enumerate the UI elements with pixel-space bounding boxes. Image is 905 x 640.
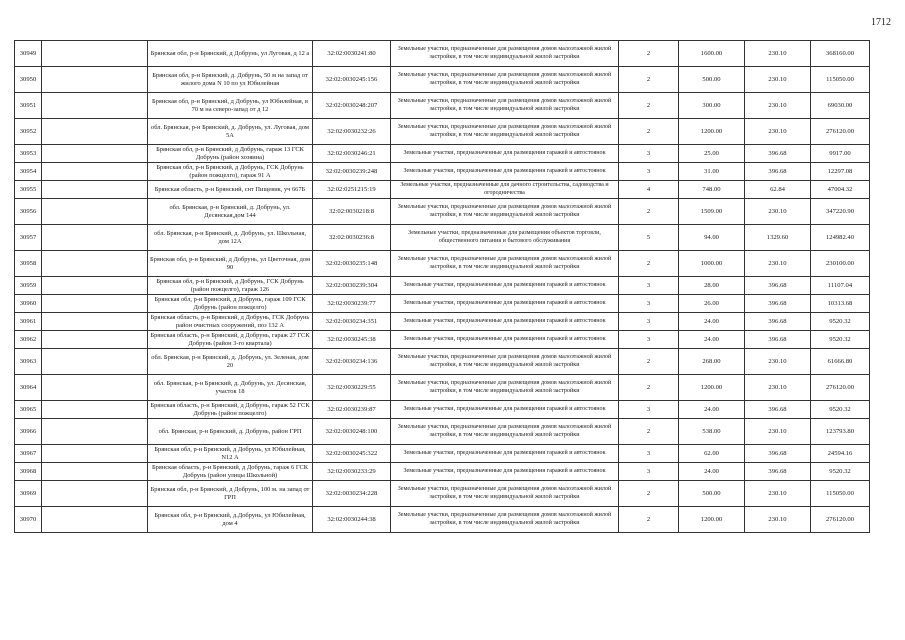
cadastral-value-cell: 9520.32: [811, 401, 870, 419]
cadastral-value-cell: 276120.00: [811, 119, 870, 145]
cadastral-number-cell: 32:02:0030245:156: [313, 67, 391, 93]
empty-cell: [42, 119, 148, 145]
cadastral-number-cell: 32:02:0030232:26: [313, 119, 391, 145]
address-cell: Брянская область, р-н Брянский, д Добрунь, гараж 52 ГСК Добрунь (район пожцелго): [148, 401, 313, 419]
cadastral-value-cell: 276120.00: [811, 507, 870, 533]
land-use-type-cell: Земельные участки, предназначенные для размещения гаражей и автостоянок: [391, 277, 619, 295]
rate-cell: 230.10: [745, 93, 811, 119]
rate-cell: 62.84: [745, 181, 811, 199]
area-cell: 1509.00: [679, 199, 745, 225]
row-number-cell: 30963: [15, 349, 42, 375]
row-number-cell: 30954: [15, 163, 42, 181]
address-cell: Брянская обл, р-н Брянский, д Добрунь, ул Цветочная, дом 90: [148, 251, 313, 277]
rate-cell: 230.10: [745, 119, 811, 145]
group-code-cell: 5: [619, 225, 679, 251]
cadastral-number-cell: 32:02:0030234:351: [313, 313, 391, 331]
address-cell: обл. Брянская, р-н Брянский, д. Добрунь, ул. Десянская,дом 144: [148, 199, 313, 225]
table-row: [15, 481, 870, 507]
rate-cell: 230.10: [745, 481, 811, 507]
cadastral-number-cell: 32:02:0030244:38: [313, 507, 391, 533]
cadastral-value-cell: 69030.00: [811, 93, 870, 119]
rate-cell: 230.10: [745, 67, 811, 93]
cadastral-number-cell: 32:02:0030236:8: [313, 225, 391, 251]
group-code-cell: 2: [619, 119, 679, 145]
empty-cell: [42, 313, 148, 331]
area-cell: 24.00: [679, 331, 745, 349]
land-use-type-cell: Земельные участки, предназначенные для размещения гаражей и автостоянок: [391, 463, 619, 481]
land-registry-table: [14, 40, 870, 533]
row-number-cell: 30959: [15, 277, 42, 295]
empty-cell: [42, 349, 148, 375]
address-cell: обл. Брянская, р-н Брянский, д. Добрунь, район ГРП: [148, 419, 313, 445]
address-cell: Брянская область, р-н Брянский, снт Пищевик, уч 667Б: [148, 181, 313, 199]
rate-cell: 230.10: [745, 251, 811, 277]
group-code-cell: 3: [619, 463, 679, 481]
cadastral-value-cell: 124982.40: [811, 225, 870, 251]
empty-cell: [42, 445, 148, 463]
group-code-cell: 3: [619, 401, 679, 419]
rate-cell: 396.68: [745, 401, 811, 419]
area-cell: 268.00: [679, 349, 745, 375]
cadastral-value-cell: 115050.00: [811, 481, 870, 507]
row-number-cell: 30950: [15, 67, 42, 93]
table-row: [15, 375, 870, 401]
cadastral-value-cell: 276120.00: [811, 375, 870, 401]
address-cell: Брянская обл, р-н Брянский, д Добрунь, ул Луговая, д 12 а: [148, 41, 313, 67]
rate-cell: 396.68: [745, 163, 811, 181]
land-use-type-cell: Земельные участки, предназначенные для размещения гаражей и автостоянок: [391, 401, 619, 419]
cadastral-number-cell: 32:02:0030239:304: [313, 277, 391, 295]
group-code-cell: 2: [619, 375, 679, 401]
group-code-cell: 2: [619, 251, 679, 277]
table-row: [15, 349, 870, 375]
cadastral-number-cell: 32:02:0030246:21: [313, 145, 391, 163]
land-use-type-cell: Земельные участки, предназначенные для размещения домов малоэтажной жилой застройки, в том числе индивидуальной жилой застройки: [391, 67, 619, 93]
area-cell: 300.00: [679, 93, 745, 119]
row-number-cell: 30966: [15, 419, 42, 445]
group-code-cell: 4: [619, 181, 679, 199]
address-cell: Брянская обл, р-н Брянский, д Добрунь, ул Юбилейная, N12 А: [148, 445, 313, 463]
cadastral-number-cell: 32:02:0030248:207: [313, 93, 391, 119]
empty-cell: [42, 41, 148, 67]
table-row: [15, 145, 870, 163]
table-row: [15, 463, 870, 481]
area-cell: 500.00: [679, 67, 745, 93]
group-code-cell: 2: [619, 67, 679, 93]
empty-cell: [42, 93, 148, 119]
land-use-type-cell: Земельные участки, предназначенные для размещения домов малоэтажной жилой застройки, в том числе индивидуальной жилой застройки: [391, 481, 619, 507]
cadastral-number-cell: 32:02:0030234:136: [313, 349, 391, 375]
row-number-cell: 30960: [15, 295, 42, 313]
address-cell: Брянская обл, р-н Брянский, д. Добрунь, 50 м на запад от жилого дома N 10 по ул Юбилейная: [148, 67, 313, 93]
land-use-type-cell: Земельные участки, предназначенные для размещения домов малоэтажной жилой застройки, в том числе индивидуальной жилой застройки: [391, 251, 619, 277]
table-row: [15, 419, 870, 445]
address-cell: Брянская обл, р-н Брянский, д Добрунь, ГСК Добрунь (район пожцелго), гараж 91 А: [148, 163, 313, 181]
area-cell: 26.00: [679, 295, 745, 313]
group-code-cell: 2: [619, 349, 679, 375]
cadastral-value-cell: 9520.32: [811, 463, 870, 481]
cadastral-number-cell: 32:02:0030241:80: [313, 41, 391, 67]
table-row: [15, 331, 870, 349]
area-cell: 62.00: [679, 445, 745, 463]
cadastral-number-cell: 32:02:0030245:322: [313, 445, 391, 463]
cadastral-number-cell: 32:02:0030235:148: [313, 251, 391, 277]
row-number-cell: 30957: [15, 225, 42, 251]
land-use-type-cell: Земельные участки, предназначенные для размещения домов малоэтажной жилой застройки, в том числе индивидуальной жилой застройки: [391, 349, 619, 375]
row-number-cell: 30962: [15, 331, 42, 349]
table-row: [15, 163, 870, 181]
land-use-type-cell: Земельные участки, предназначенные для размещения гаражей и автостоянок: [391, 331, 619, 349]
row-number-cell: 30970: [15, 507, 42, 533]
area-cell: 1600.00: [679, 41, 745, 67]
address-cell: обл. Брянская, р-н Брянский, д. Добрунь, ул. Луговая, дом 5А: [148, 119, 313, 145]
row-number-cell: 30955: [15, 181, 42, 199]
address-cell: обл. Брянская, р-н Брянский, д. Добрунь, ул. Школьная, дом 12А: [148, 225, 313, 251]
cadastral-number-cell: 32:02:0030239:87: [313, 401, 391, 419]
row-number-cell: 30964: [15, 375, 42, 401]
land-use-type-cell: Земельные участки, предназначенные для размещения гаражей и автостоянок: [391, 313, 619, 331]
rate-cell: 396.68: [745, 277, 811, 295]
empty-cell: [42, 199, 148, 225]
empty-cell: [42, 145, 148, 163]
empty-cell: [42, 375, 148, 401]
rate-cell: 230.10: [745, 419, 811, 445]
row-number-cell: 30958: [15, 251, 42, 277]
page-number: 1712: [871, 17, 891, 28]
cadastral-value-cell: 347220.90: [811, 199, 870, 225]
cadastral-number-cell: 32:02:0030234:228: [313, 481, 391, 507]
group-code-cell: 2: [619, 481, 679, 507]
area-cell: 31.00: [679, 163, 745, 181]
address-cell: Брянская обл, р-н Брянский, д Добрунь, 100 м. на запад от ГРП: [148, 481, 313, 507]
cadastral-value-cell: 47004.32: [811, 181, 870, 199]
table-row: [15, 93, 870, 119]
cadastral-value-cell: 10313.68: [811, 295, 870, 313]
table-row: [15, 181, 870, 199]
land-use-type-cell: Земельные участки, предназначенные для размещения домов малоэтажной жилой застройки, в том числе индивидуальной жилой застройки: [391, 119, 619, 145]
group-code-cell: 3: [619, 331, 679, 349]
cadastral-number-cell: 32:02:0030239:248: [313, 163, 391, 181]
empty-cell: [42, 507, 148, 533]
land-use-type-cell: Земельные участки, предназначенные для размещения гаражей и автостоянок: [391, 295, 619, 313]
empty-cell: [42, 163, 148, 181]
area-cell: 24.00: [679, 313, 745, 331]
table-row: [15, 445, 870, 463]
row-number-cell: 30961: [15, 313, 42, 331]
cadastral-value-cell: 9520.32: [811, 313, 870, 331]
group-code-cell: 3: [619, 277, 679, 295]
area-cell: 1200.00: [679, 507, 745, 533]
group-code-cell: 2: [619, 419, 679, 445]
land-use-type-cell: Земельные участки, предназначенные для размещения домов малоэтажной жилой застройки, в том числе индивидуальной жилой застройки: [391, 93, 619, 119]
rate-cell: 1329.60: [745, 225, 811, 251]
rate-cell: 230.10: [745, 199, 811, 225]
address-cell: Брянская обл, р-н Брянский, д Добрунь, гараж 109 ГСК Добрунь (район пожцелго): [148, 295, 313, 313]
group-code-cell: 3: [619, 145, 679, 163]
table-row: [15, 199, 870, 225]
empty-cell: [42, 481, 148, 507]
address-cell: обл. Брянская, р-н Брянский, д. Добрунь, ул. Зеленая, дом 20: [148, 349, 313, 375]
table-row: [15, 401, 870, 419]
cadastral-value-cell: 11107.04: [811, 277, 870, 295]
address-cell: Брянская обл, р-н Брянский, д Добрунь, ул Юбилейная, в 70 м на северо-запад от д 12: [148, 93, 313, 119]
table-row: [15, 251, 870, 277]
row-number-cell: 30967: [15, 445, 42, 463]
cadastral-number-cell: 32:02:0030233:29: [313, 463, 391, 481]
table-row: [15, 507, 870, 533]
table-row: [15, 225, 870, 251]
group-code-cell: 2: [619, 93, 679, 119]
cadastral-value-cell: 61666.80: [811, 349, 870, 375]
land-use-type-cell: Земельные участки, предназначенные для размещения домов малоэтажной жилой застройки, в том числе индивидуальной жилой застройки: [391, 507, 619, 533]
land-use-type-cell: Земельные участки, предназначенные для размещения домов малоэтажной жилой застройки, в том числе индивидуальной жилой застройки: [391, 41, 619, 67]
cadastral-value-cell: 368160.00: [811, 41, 870, 67]
row-number-cell: 30953: [15, 145, 42, 163]
table-row: [15, 67, 870, 93]
area-cell: 538.00: [679, 419, 745, 445]
land-use-type-cell: Земельные участки, предназначенные для размещения домов малоэтажной жилой застройки, в том числе индивидуальной жилой застройки: [391, 375, 619, 401]
cadastral-value-cell: 9520.32: [811, 331, 870, 349]
area-cell: 748.00: [679, 181, 745, 199]
rate-cell: 396.68: [745, 295, 811, 313]
area-cell: 1200.00: [679, 119, 745, 145]
cadastral-value-cell: 230100.00: [811, 251, 870, 277]
rate-cell: 230.10: [745, 507, 811, 533]
area-cell: 25.00: [679, 145, 745, 163]
table-row: [15, 295, 870, 313]
cadastral-value-cell: 24594.16: [811, 445, 870, 463]
address-cell: Брянская область, р-н Брянский, д Добрунь, ГСК Добрунь район очистных сооружений, поз 132 А: [148, 313, 313, 331]
cadastral-value-cell: 123793.80: [811, 419, 870, 445]
cadastral-number-cell: 32:02:0030229:55: [313, 375, 391, 401]
group-code-cell: 2: [619, 507, 679, 533]
table-row: [15, 119, 870, 145]
empty-cell: [42, 225, 148, 251]
land-use-type-cell: Земельные участки, предназначенные для размещения гаражей и автостоянок: [391, 145, 619, 163]
empty-cell: [42, 401, 148, 419]
cadastral-number-cell: 32:02:0030245:38: [313, 331, 391, 349]
address-cell: Брянская обл, р-н Брянский, д Добрунь, ГСК Добрунь (район пожцелго), гараж 126: [148, 277, 313, 295]
group-code-cell: 2: [619, 41, 679, 67]
empty-cell: [42, 251, 148, 277]
area-cell: 94.00: [679, 225, 745, 251]
address-cell: Брянская обл, р-н Брянский, д.Добрунь, ул Юбилейная, дом 4: [148, 507, 313, 533]
land-use-type-cell: Земельные участки, предназначенные для размещения гаражей и автостоянок: [391, 163, 619, 181]
empty-cell: [42, 419, 148, 445]
group-code-cell: 3: [619, 313, 679, 331]
rate-cell: 396.68: [745, 463, 811, 481]
empty-cell: [42, 463, 148, 481]
rate-cell: 396.68: [745, 331, 811, 349]
row-number-cell: 30968: [15, 463, 42, 481]
empty-cell: [42, 295, 148, 313]
rate-cell: 230.10: [745, 375, 811, 401]
cadastral-number-cell: 32:02:0030248:100: [313, 419, 391, 445]
cadastral-number-cell: 32:02:0030239:77: [313, 295, 391, 313]
row-number-cell: 30956: [15, 199, 42, 225]
land-use-type-cell: Земельные участки, предназначенные для размещения объектов торговли, общественного питания и бытового обслуживания: [391, 225, 619, 251]
table-row: [15, 41, 870, 67]
address-cell: обл. Брянская, р-н Брянский, д. Добрунь, ул. Десянская, участок 18: [148, 375, 313, 401]
cadastral-number-cell: 32:02:0030218:8: [313, 199, 391, 225]
empty-cell: [42, 181, 148, 199]
address-cell: Брянская область, р-н Брянский, д Добрунь, гараж 27 ГСК Добрунь (район 3-го квартала): [148, 331, 313, 349]
row-number-cell: 30949: [15, 41, 42, 67]
area-cell: 1200.00: [679, 375, 745, 401]
land-use-type-cell: Земельные участки, предназначенные для размещения гаражей и автостоянок: [391, 445, 619, 463]
group-code-cell: 3: [619, 163, 679, 181]
cadastral-number-cell: 32:02:0251215:19: [313, 181, 391, 199]
group-code-cell: 2: [619, 199, 679, 225]
cadastral-value-cell: 12297.08: [811, 163, 870, 181]
land-use-type-cell: Земельные участки, предназначенные для размещения домов малоэтажной жилой застройки, в том числе индивидуальной жилой застройки: [391, 199, 619, 225]
land-use-type-cell: Земельные участки, предназначенные для размещения домов малоэтажной жилой застройки, в том числе индивидуальной жилой застройки: [391, 419, 619, 445]
land-use-type-cell: Земельные участки, предназначенные для дачного строительства, садоводства и огородничества: [391, 181, 619, 199]
rate-cell: 396.68: [745, 445, 811, 463]
cadastral-value-cell: 115050.00: [811, 67, 870, 93]
group-code-cell: 3: [619, 295, 679, 313]
area-cell: 24.00: [679, 401, 745, 419]
rate-cell: 230.10: [745, 349, 811, 375]
row-number-cell: 30965: [15, 401, 42, 419]
rate-cell: 396.68: [745, 145, 811, 163]
address-cell: Брянская область, р-н Брянский, д Добрунь, гараж 6 ГСК Добрунь (район улицы Школьной): [148, 463, 313, 481]
empty-cell: [42, 331, 148, 349]
area-cell: 1000.00: [679, 251, 745, 277]
cadastral-value-cell: 9917.00: [811, 145, 870, 163]
empty-cell: [42, 67, 148, 93]
table-row: [15, 313, 870, 331]
group-code-cell: 3: [619, 445, 679, 463]
row-number-cell: 30952: [15, 119, 42, 145]
rate-cell: 396.68: [745, 313, 811, 331]
area-cell: 500.00: [679, 481, 745, 507]
empty-cell: [42, 277, 148, 295]
area-cell: 24.00: [679, 463, 745, 481]
area-cell: 28.00: [679, 277, 745, 295]
address-cell: Брянская обл, р-н Брянский, д Добрунь, гараж 13 ГСК Добрунь (район хозяина): [148, 145, 313, 163]
row-number-cell: 30951: [15, 93, 42, 119]
table-row: [15, 277, 870, 295]
row-number-cell: 30969: [15, 481, 42, 507]
rate-cell: 230.10: [745, 41, 811, 67]
